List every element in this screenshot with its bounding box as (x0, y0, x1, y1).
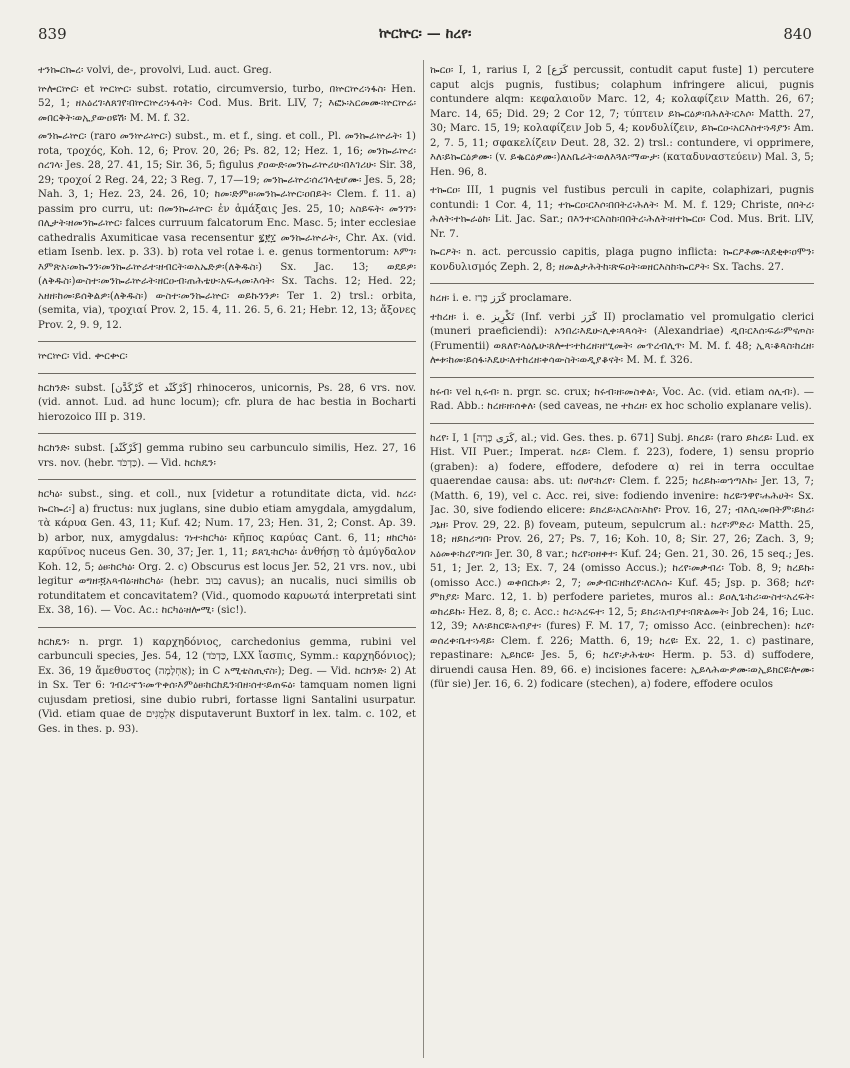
running-title: ኵርኵር፡ — ከረየ፡ (378, 26, 472, 42)
entry-separator (430, 423, 814, 424)
entry-paragraph: ከርከዴን፡ n. prgr. 1) καρχηδόνιος, carchedonius gemma, rubini vel carbunculi species, Jes. 54, 12 (כַּדְכֹּד, LXX ἴασπις, Symm.: καρχηδόνιος); Ex. 36, 19 ἄμεθυστος (אַחְלָמָה); in C አሚቴስጢኖስ፡); Deg. — Vid. ከርከንድ፡ 2) At in Sx. Ter 6: ገብረ፡ኖኅ፡መጥቀሰ፡እምዕፀ፡ከርከዴን፡በዘ፡ሰተ፡ይጠፍዕ፡ tamquam nomen ligni cujusdam pretiosi, sine dubio rubri, fortasse ligni Santalini usurpatur. (Vid. etiam quae de אַלְמֻגִּים disputaverunt Buxtorf in lex. talm. c. 102, et Ges. in thes. p. 93). (38, 636, 416, 735)
entry-paragraph: ከረየ፡ I, 1 [ﻛَﺮَﻯ כָּרָה, al.; vid. Ges. thes. p. 671] Subj. ይክረይ፡ (raro ይከረይ፡ Lud. ex Hist. VII Puer.; Imperat. ክረይ፡ Clem. f. 223), fodere, 1) sensu proprio (graben): a) fodere, effodere, defodere α) rei in terra occultae quaerendae causa: abs. ut: በሀየ፡ከረየ፡ Clem. f. 225; ከረይኩ፡ወኀጣእኩ፡ Jer. 13, 7; (Matth. 6, 19), vel c. Acc. rei, sive: fodiendo invenire: ከረዩ፡ንዋየ፡ሐሕሀት፡ Sx. Jac. 30, sive fodiendo elicere: ይክረይ፡አርእስ፡እከየ፡ Prov. 16, 27; ብእሲ፡መበትም፡ይክሪ፡ጋኔዘ፡ Prov. 29, 22. β) foveam, puteum, sepulcrum al.: ከረየ፡ምድረ፡ Matth. 25, 18; ዘይክሪ፡ግበ፡ Prov. 26, 27; Ps. 7, 16; Koh. 10, 8; Sir. 27, 26; Zach. 3, 9; አዕመቀ፡ከረየ፡ግበ፡ Jer. 30, 8 var.; ከረየ፡ዐዘቀተ፡ Kuf. 24; Gen. 21, 30. 26, 15 seq.; Jes. 51, 1; Jer. 2, 13; Ex. 7, 24 (omisso Accus.); ከረየ፡መቃብረ፡ Tob. 8, 9; ከረይኩ፡ (omisso Acc.) ወቀበርኩዎ፡ 2, 7; መቃብር፡ዘከረየ፡ለርእሱ፡ Kuf. 45; Jsp. p. 368; ከረየ፡ምክያደ፡ Marc. 12, 1. b) perfodere parietes, muros al.: ይዐሊጌ፡ከሪ፡ውስተ፡አረፍት፡ወከረይኩ፡ Hez. 8, 8; c. Acc.: ከረ፡አረፍተ፡ 12, 5; ይክሪ፡አብያተ፡በጽልመት፡ Job 24, 16; Luc. 12, 39; እለ፡ይክርዩ፡አብያተ፡ (fures) F. M. 17, 7; omisso Acc. (einbrechen): ከረየ፡ወሰረቀ፡ቤተ፡ነዳይ፡ Clem. f. 226; Matth. 6, 19; ከረዩ፡ Ex. 22, 1. c) pastinare, repastinare: ኢይክርዩ፡ Jes. 5, 6; ከረየ፡ታሕቴሁ፡ Herm. p. 53. d) suffodere, diruendi causa Hen. 89, 66. e) incisiones facere: ኢይላሕውዎሙ፡ወኢይክርዩ፡ሎሙ፡ (für sie) Jer. 16, 6. 2) fodicare (stechen), a) fodere, effodere oculos (430, 432, 814, 690)
entry-paragraph: ከሩብ፡ vel ኪሩብ፡ n. prgr. sc. crux; ከሩብ፡ዘ፡መስቀል፡, Voc. Ac. (vid. etiam ሰሊብ፡). — Rad. Abb.: ከረዘ፡ዘ፡ሰቀለ፡ (sed caveas, ne ተከረዘ፡ ex hoc scholio explanare velis). (430, 386, 814, 412)
entry-paragraph: ተኰርዐ፡ III, 1 pugnis vel fustibus perculi in capite, colaphizari, pugnis contundi: 1 Cor. 4, 11; ተኰርዐ፡ርእሶ፡በበትረ፡ሕለት፡ M. M. f. 129; Christe, በበትረ፡ሕለት፡ተኰራዕከ፡ Lit. Jac. Sar.; በእንተ፡ርእስከ፡በበትረ፡ሕለት፡ዘተኰርዐ፡ Cod. Mus. Brit. LIV, Nr. 7. (430, 185, 814, 240)
entry-paragraph: ተከረዘ፡ i. e. ﺗَﻜْﺮِﻳﺰ (Inf. verbi ﻛَﺮَﺯ II) proclamatio vel promulgatio clerici (muneri praeficiendi): አንበረ፡እዴሁ፡ሊቀ፡ጳጳሳት፡ (Alexandriae) ዲበ፡ርእሰ፡ፍሬ፡ምናጦስ፡ (Frumentii) ወጸለየ፡ላዕሌሁ፡ጸሎተ፡ተከረዘ፡ዘሢመት፡ መጥረብሊጥ፡ M. M. f. 48; ኢጳ፡ቆጳስ፡ከረዘ፡ሎቱ፡ከመ፡ይሰፋ፡እዴሁ፡ለተከረዘ፡ቀሳውስት፡ወዲያቆናት፡ M. M. f. 326. (430, 311, 814, 366)
entry-paragraph: ከርከንድ፡ subst. [ﻛَﺮْﻛَﺪَّﻥ et ﻛَﺮْﻛَﻨْﺪ] rhinoceros, unicornis, Ps. 28, 6 vrs. nov. (vid. annot. Lud. ad hunc locum); cfr. plura de hac bestia in Bocharti hierozoico III p. 319. (38, 382, 416, 423)
entry-paragraph: ኵርኵር፡ vid. ቍርቍር፡ (38, 351, 128, 362)
entry-paragraph: መንኰራኵር፡ (raro መንኵራኵር፡) subst., m. et f., sing. et coll., Pl. መንኰራኵራት፡ 1) rota, τροχός, Koh. 12, 6; Prov. 20, 26; Ps. 82, 12; Hez. 1, 16; መንኰራኵረ፡ሰረገላ፡ Jes. 28, 27. 41, 15; Sir. 36, 5; figulus ያዐውድ፡መንኰራኵሪሁ፡በእገሪሁ፡ Sir. 38, 29; τροχοί 2 Reg. 24, 22; 3 Reg. 7, 17—19; መንኰራኵረ፡ሰረገላቲሆሙ፡ Jes. 5, 28; Nah. 3, 1; Hez. 23, 24. 26, 10; ከመ፡ድምፀ፡መንኰራኵር፡ዐበይት፡ Clem. f. 11. a) passim pro curru, ut: በመንኰራኵር፡ ἐν ἁμάξαις Jes. 25, 10; አስይፍት፡ መንገን፡በሊታት፡ዘመንኰራኵር፡ falces curruum falcatorum Enc. Masc. 5; inter ecclesiae cathedralis Axumiticae vasa recensentur ፯፻፲ መንኰራኵራት፡, Chr. Ax. (vid. etiam Isenb. lex. p. 33). b) rota vel rotae i. e. genus tormentorum: እምገ፡እምጽአ፡መኰንን፡መንኰራኵራተ፡ዘብርት፡ወአኤድዎ፡(ለቅዱስ፡) Sx. Jac. 13; ወደይዎ፡(ለቅዱስ፡)ውስተ፡መንኰራኵራት፡ዘርዑብ፡ጠሕቴሁ፡አፍሓመ፡እሳት፡ Sx. Tachs. 12; Hed. 22; አዘዘ፡ከመ፡ይሰቅልዎ፡(ለቅዱስ፡) ውስተ፡መንኰራኵር፡ ወይኩንንዎ፡ Ter 1. 2) trsl.: orbita, (semita, via), τροχιαί Prov. 2, 15. 4, 11. 26. 5, 6. 21; Hebr. 12, 13; ἄξονες Prov. 2, 9. 9, 12. (38, 131, 416, 331)
entry-separator (430, 283, 814, 284)
entry-separator (38, 433, 416, 434)
page-number-left: 839 (38, 25, 67, 43)
entry-separator (38, 627, 416, 628)
entry-paragraph: ኰርዐ፡ I, 1, rarius I, 2 [ﻛَﺮَﻉ percussit, contudit caput fuste] 1) percutere caput alcjs pugnis, fustibus; colaphum infringere alicui, pugnis contundere alqm: κεφαλαιοῦν Marc. 12, 4; κολαφίζειν Matth. 26, 67; Marc. 14, 65; Did. 29; 2 Cor 12, 7; τύπτειν ይኰርዕዎ፡በሕለት፡ርእሶ፡ Matth. 27, 30; Marc. 15, 19; κολαφίζειν Job 5, 4; κονδυλίζειν, ይኰርዑ፡አርእስተ፡ነዳያን፡ Am. 2, 7. 5, 11; σφακελίζειν Deut. 28, 32. 2) trsl.: contundere, vi opprimere, እለ፡ይኰርዕዎሙ፡ (v. ይቈርዕዎሙ፡)ለአቤራት፡ወለእጓለ፡ማውታ፡ (καταδυναστεύειν) Mal. 3, 5; Hen. 96, 8. (430, 65, 814, 178)
entry-paragraph: ኵሎርኵር፡ et ኵርኵር፡ subst. rotatio, circumversio, turbo, በኵርኵረ፡ነፋስ፡ Hen. 52, 1; ዘአዕረገ፡ለጸገየ፡በኵርኵረ፡ነፋሳት፡ Cod. Mus. Brit. LIV, 7; እፎኑ፡አርመሙ፡ኵርኵሬ፡መበርቅት፡ወኢያውዐዩሽ፡ M. M. f. 32. (38, 83, 416, 124)
entry-separator (430, 377, 814, 378)
column-divider (423, 60, 424, 1058)
entry-paragraph: ከርካዕ፡ subst., sing. et coll., nux [videtur a rotunditate dicta, vid. ከረረ፡ ኰርኰረ፡] a) fructus: nux juglans, sine dubio etiam amygdala, amygdalum, τὰ κάρυα Gen. 43, 11; Kuf. 42; Num. 17, 23; Hen. 31, 2; Const. Ap. 39. b) arbor, nux, amygdalus: ገነተ፡ከርካዕ፡ κῆπος καρύας Cant. 6, 11; ዘከርካዕ፡ καρύϊνος nuceus Gen. 30, 37; Jer. 1, 11; ይጸጊ፡ከርካዕ፡ ἀνθήσῃ τὸ ἀμύγδαλον Koh. 12, 5; ዕፀ፡ከርካዕ፡ Org. 2. c) Obscurus est locus Jer. 52, 21 vrs. nov., ubi legitur ወግዘ፡፬አጻብዕ፡ዘከርካዕ፡ (hebr. נָבוּב cavus); an nucalis, nuci similis ob rotunditatem et concavitatem? (Vid., quomodo καρυωτά interpretati sint Ex. 38, 16). — Voc. Ac.: ከርካዕ፡ዘሎሚ፡ (sic!). (38, 489, 416, 616)
entry-separator (38, 373, 416, 374)
page-header (38, 20, 812, 48)
right-column (430, 64, 814, 1060)
entry-paragraph: ተንኰርኰረ፡ volvi, de-, provolvi, Lud. auct. Greg. (38, 65, 272, 76)
page-number-right: 840 (783, 25, 812, 43)
left-column (38, 64, 416, 1060)
entry-separator (38, 341, 416, 342)
entry-separator (38, 479, 416, 480)
entry-paragraph: ኰርዖት፡ n. act. percussio capitis, plaga pugno inflicta: ኰርዖቶሙ፡ለደቂቀ፡ዐሞን፡ κονδυλισμός Zeph. 2, 8; ዘመልታሕትከ፡ጽፍዐት፡ወዘርእስከ፡ኰርዖት፡ Sx. Tachs. 27. (430, 247, 814, 273)
entry-paragraph: ከርከንድ፡ subst. [ﻛَﺮْﻛَﻨْﺪ] gemma rubino seu carbunculo similis, Hez. 27, 16 vrs. nov. (hebr. כַּדְכֹּד). — Vid. ከርከዴን፡ (38, 443, 416, 469)
entry-paragraph: ከረዘ፡ i. e. ﻛَﺮَﺯ כָּרַז proclamare. (430, 293, 572, 304)
